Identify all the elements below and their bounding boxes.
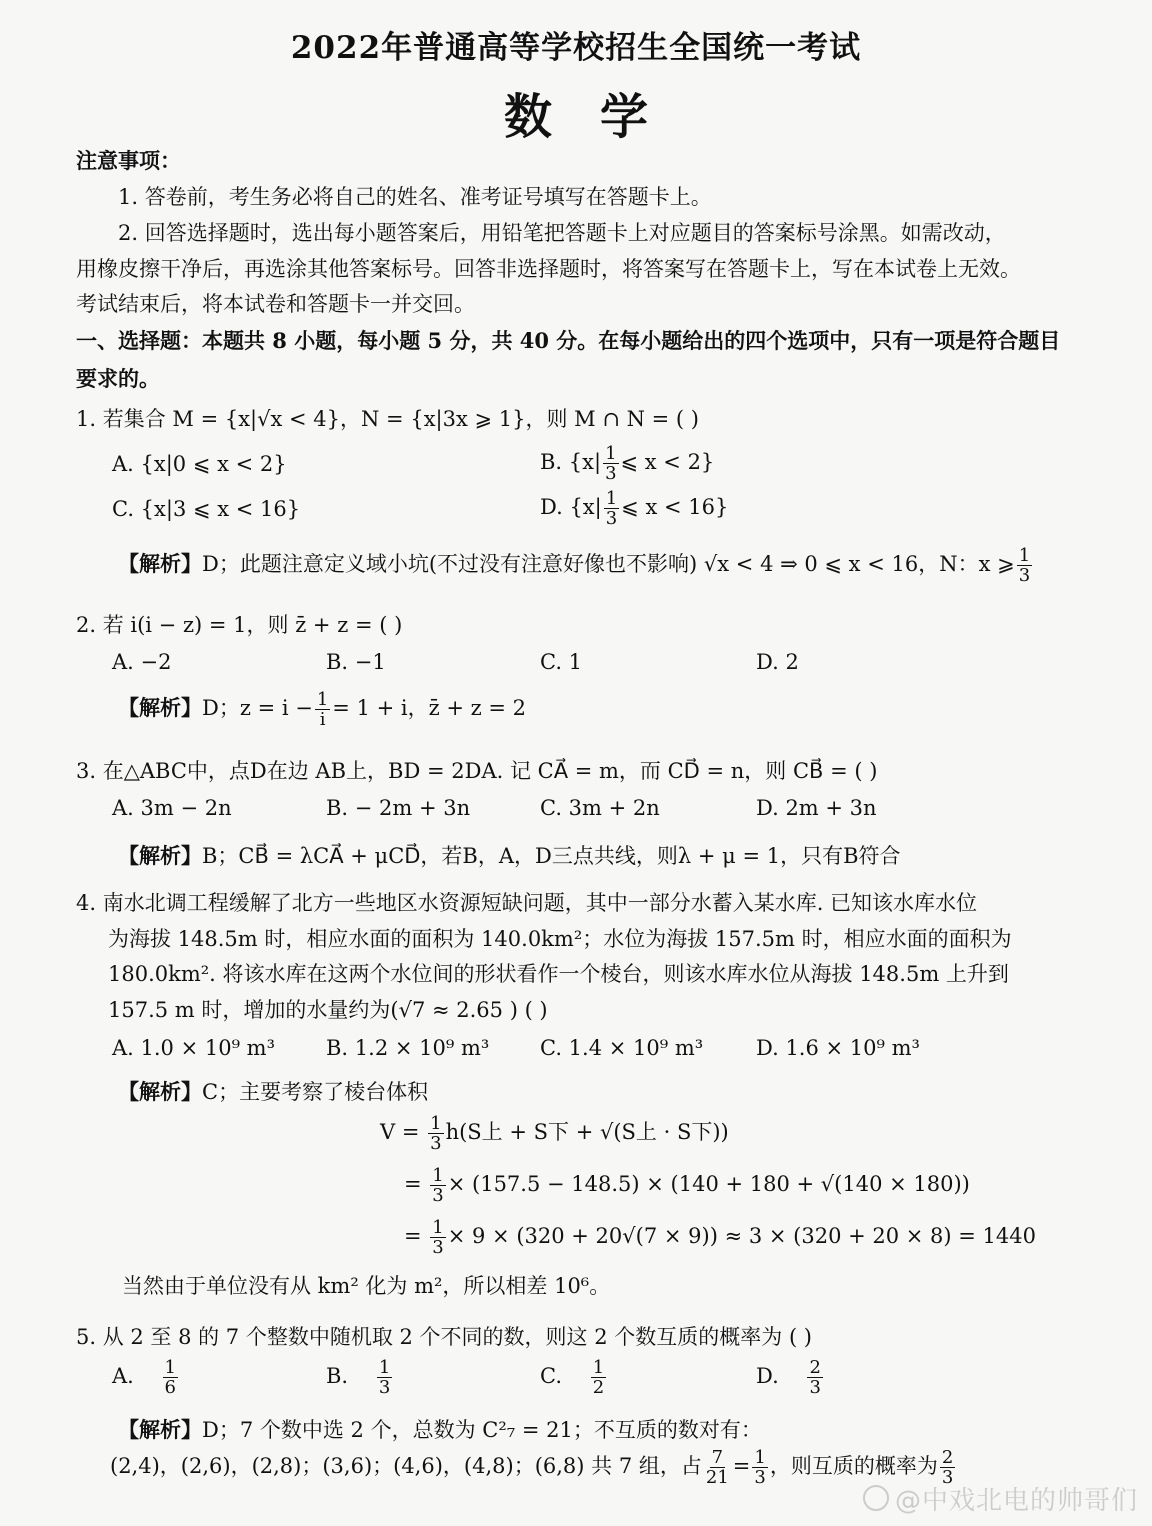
notice-item-2-line2: 用橡皮擦干净后，再选涂其他答案标号。回答非选择题时，将答案写在答题卡上，写在本试卷上无效。 <box>76 257 1021 281</box>
q1-option-b-fraction: $\frac{1}{3}$ <box>605 443 617 484</box>
q4-option-c: C. 1.4 × 10⁹ m³ <box>540 1036 704 1060</box>
q4-equation-line3: = $\frac{1}{3}$ × 9 × (320 + 20√(7 × 9)) ≈ 3 × (320 + 20 × 8) = 1440 <box>404 1217 1036 1258</box>
notice-item-3: 考试结束后，将本试卷和答题卡一并交回。 <box>76 292 475 316</box>
q2-solution-fraction: $\frac{1}{i}$ <box>316 689 329 730</box>
q5-stem: 5. 从 2 至 8 的 7 个整数中随机取 2 个不同的数，则这 2 个数互质的概率为 ( ) <box>76 1325 813 1349</box>
q1-stem: 1. 若集合 M = {x|√x < 4}，N = {x|3x ⩾ 1}，则 M ∩ N = ( ) <box>76 407 699 431</box>
exam-subject: 数学 <box>503 89 696 145</box>
q1-option-d-fraction: $\frac{1}{3}$ <box>605 488 618 529</box>
q3-option-a: A. 3m − 2n <box>112 796 232 820</box>
section1-heading-line2: 要求的。 <box>76 366 160 391</box>
q1-solution: 【解析】D；此题注意定义域小坑(不过没有注意好像也不影响) √x < 4 ⇒ 0 ⩽ x < 16，N：x ⩾ $\frac{1}{3}$ <box>118 545 1031 586</box>
notice-item-2-line1: 2. 回答选择题时，选出每小题答案后，用铅笔把答题卡上对应题目的答案标号涂黑。如需改动， <box>118 221 1006 245</box>
q5-option-b-fraction: $\frac{1}{3}$ <box>378 1357 391 1398</box>
q5-option-d: D. $\frac{2}{3}$ <box>756 1357 821 1398</box>
q5-solution-fraction-1: $\frac{7}{21}$ <box>705 1447 729 1488</box>
q4-equation-line2: = $\frac{1}{3}$ × (157.5 − 148.5) × (140 + 180 + √(140 × 180)) <box>404 1165 970 1206</box>
q5-solution-line2: (2,4)，(2,6)，(2,8)；(3,6)；(4,6)，(4,8)；(6,8) 共 7 组，占 $\frac{7}{21}$ = $\frac{1}{3}$ ，则互质的概率为 $\frac{2}{3}$ <box>110 1447 954 1488</box>
q4-stem-line4: 157.5 m 时，增加的水量约为(√7 ≈ 2.65 ) ( ) <box>108 998 548 1022</box>
exam-title: 2022年普通高等学校招生全国统一考试 <box>290 30 862 66</box>
q3-solution: 【解析】B；CB⃗ = λCA⃗ + μCD⃗，若B，A，D三点共线，则λ + μ = 1，只有B符合 <box>118 843 901 868</box>
q4-note: 当然由于单位没有从 km² 化为 m²，所以相差 10⁶。 <box>122 1274 611 1298</box>
q3-option-b: B. − 2m + 3n <box>326 796 471 820</box>
q2-option-c: C. 1 <box>540 650 583 674</box>
q2-option-d: D. 2 <box>756 650 799 674</box>
q4-option-a: A. 1.0 × 10⁹ m³ <box>112 1036 276 1060</box>
q5-option-a: A. $\frac{1}{6}$ <box>112 1357 176 1398</box>
section1-heading-line1: 一、选择题：本题共 8 小题，每小题 5 分，共 40 分。在每小题给出的四个选项中，只有一项是符合题目 <box>76 328 1061 353</box>
q5-option-c: C. $\frac{1}{2}$ <box>540 1357 605 1398</box>
q5-solution-fraction-3: $\frac{2}{3}$ <box>941 1447 954 1488</box>
q2-stem: 2. 若 i(i − z) = 1，则 z̄ + z = ( ) <box>76 613 403 637</box>
q1-option-b: B. {x| $\frac{1}{3}$ ⩽ x < 2} <box>540 443 715 484</box>
q5-solution: 【解析】D；7 个数中选 2 个，总数为 C²₇ = 21；不互质的数对有： <box>118 1417 762 1442</box>
q4-solution: 【解析】C；主要考察了棱台体积 <box>118 1079 429 1104</box>
q4-stem-line1: 4. 南水北调工程缓解了北方一些地区水资源短缺问题，其中一部分水蓄入某水库. 已知该水库水位 <box>76 891 978 915</box>
q4-eq2-fraction: $\frac{1}{3}$ <box>432 1165 444 1206</box>
q4-option-b: B. 1.2 × 10⁹ m³ <box>326 1036 490 1060</box>
q3-option-d: D. 2m + 3n <box>756 796 877 820</box>
q2-solution: 【解析】D；z = i − $\frac{1}{i}$ = 1 + i，z̄ + z = 2 <box>118 689 526 730</box>
watermark <box>863 1480 1138 1517</box>
q5-option-d-fraction: $\frac{2}{3}$ <box>809 1357 821 1398</box>
q4-option-d: D. 1.6 × 10⁹ m³ <box>756 1036 920 1060</box>
q4-stem-line2: 为海拔 148.5m 时，相应水面的面积为 140.0km²；水位为海拔 157.5m 时，相应水面的面积为 <box>108 927 1012 951</box>
q4-eq3-fraction: $\frac{1}{3}$ <box>432 1217 444 1258</box>
q5-option-a-fraction: $\frac{1}{6}$ <box>164 1357 176 1398</box>
q5-option-c-fraction: $\frac{1}{2}$ <box>592 1357 605 1398</box>
notice-item-1: 1. 答卷前，考生务必将自己的姓名、准考证号填写在答题卡上。 <box>118 185 712 209</box>
q4-eq1-fraction: $\frac{1}{3}$ <box>430 1113 442 1154</box>
weibo-logo-icon <box>863 1485 889 1511</box>
notice-heading: 注意事项： <box>76 148 181 173</box>
q5-option-b: B. $\frac{1}{3}$ <box>326 1357 391 1398</box>
q1-solution-fraction: $\frac{1}{3}$ <box>1018 545 1031 586</box>
q2-option-a: A. −2 <box>112 650 172 674</box>
q1-option-d: D. {x| $\frac{1}{3}$ ⩽ x < 16} <box>540 488 729 529</box>
watermark-text: @中戏北电的帅哥们 <box>894 1486 1138 1516</box>
q4-equation-line1: V = $\frac{1}{3}$ h(S上 + S下 + √(S上 · S下)) <box>380 1113 729 1154</box>
q4-stem-line3: 180.0km². 将该水库在这两个水位间的形状看作一个棱台，则该水库水位从海拔 148.5m 上升到 <box>108 962 1009 986</box>
q5-solution-fraction-2: $\frac{1}{3}$ <box>754 1447 766 1488</box>
q2-option-b: B. −1 <box>326 650 386 674</box>
q1-option-a: A. {x|0 ⩽ x < 2} <box>112 452 287 476</box>
q3-stem: 3. 在△ABC中，点D在边 AB上，BD = 2DA. 记 CA⃗ = m，而 CD⃗ = n，则 CB⃗ = ( ) <box>76 759 878 783</box>
q1-option-c: C. {x|3 ⩽ x < 16} <box>112 497 301 521</box>
q3-option-c: C. 3m + 2n <box>540 796 660 820</box>
